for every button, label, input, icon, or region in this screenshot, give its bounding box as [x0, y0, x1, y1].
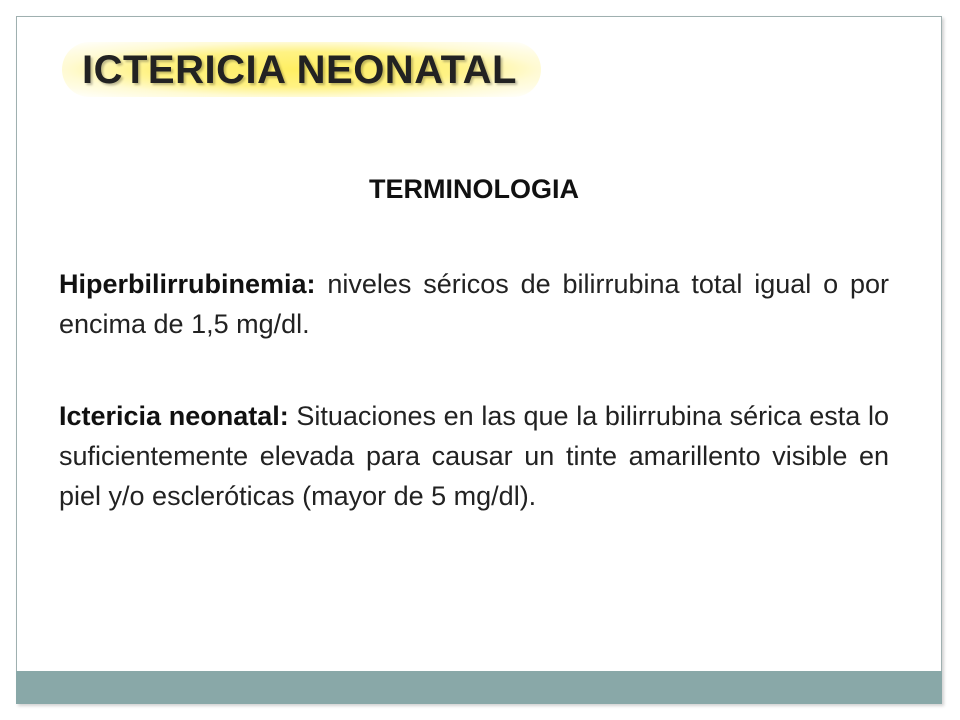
definition-term: Ictericia neonatal:	[59, 401, 289, 431]
slide-frame	[16, 16, 942, 704]
definition-text: niveles séricos de bilirrubina total igual o por encima de 1,5 mg/dl.	[59, 269, 889, 339]
definition-text: Situaciones en las que la bilirrubina sérica esta lo suficientemente elevada para causar un tinte amarillento visible en piel y/o escleróticas (mayor de 5 mg/dl).	[59, 401, 889, 511]
definition-term: Hiperbilirrubinemia:	[59, 269, 316, 299]
definition-ictericia-neonatal	[59, 396, 889, 516]
footer-bar	[16, 671, 942, 704]
slide-title: ICTERICIA NEONATAL	[62, 42, 541, 97]
definition-hiperbilirrubinemia	[59, 264, 889, 344]
section-heading: TERMINOLOGIA	[369, 174, 579, 204]
